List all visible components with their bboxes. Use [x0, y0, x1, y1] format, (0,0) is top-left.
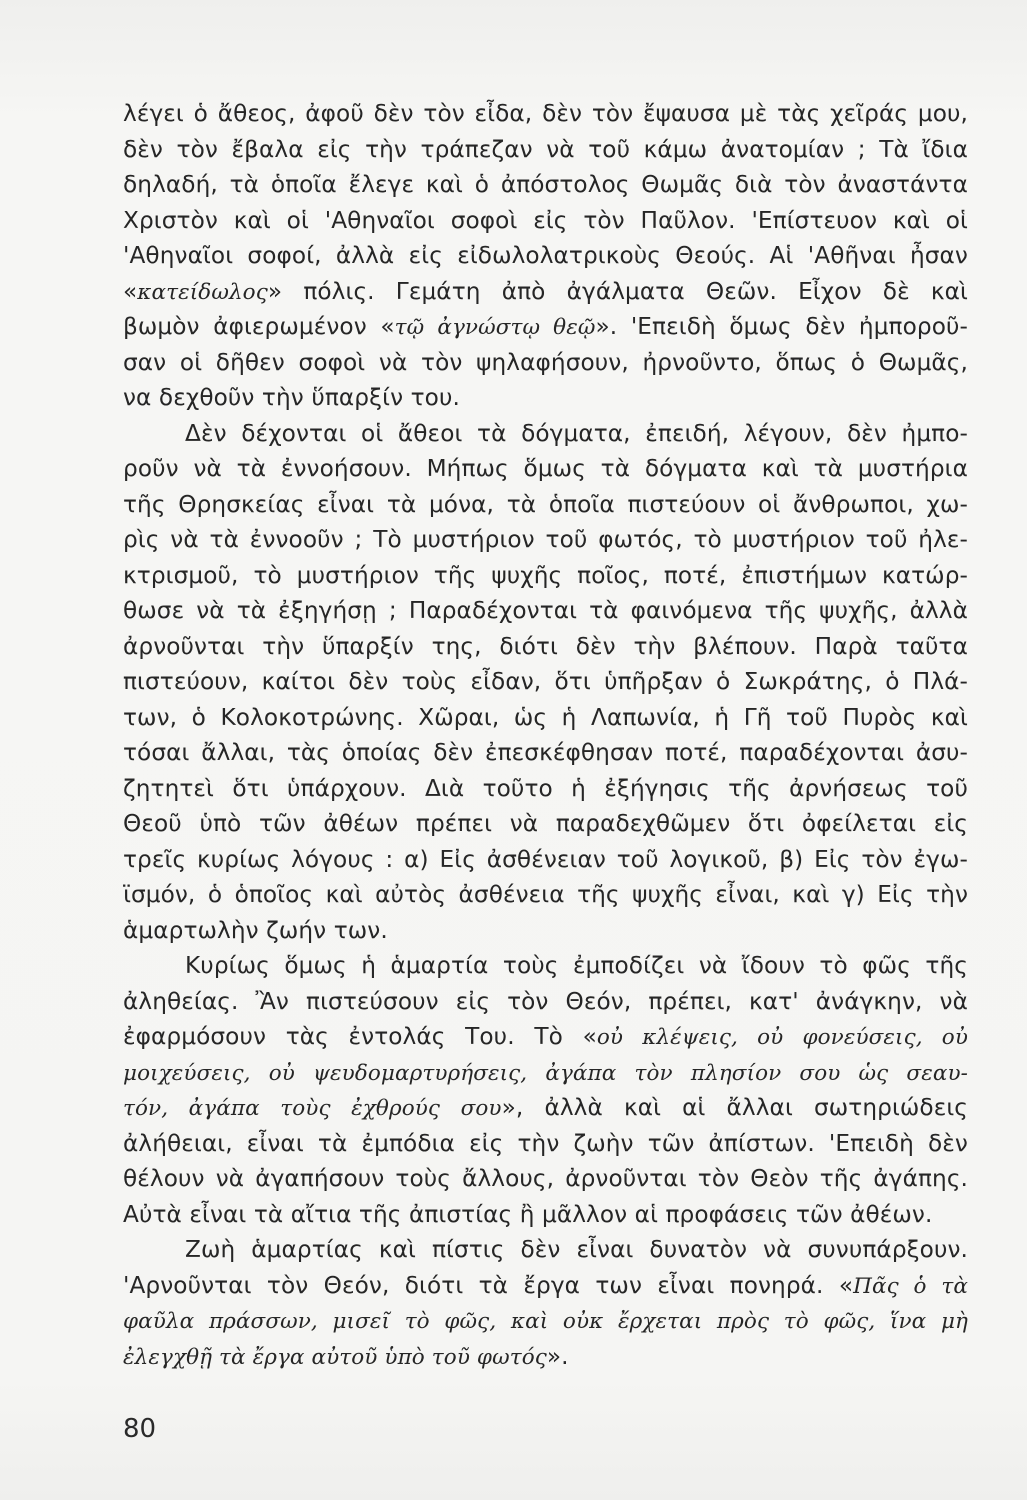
text-segment: », ἀλλὰ καὶ αἱ ἄλλαι σωτηριώδεις — [501, 1094, 968, 1121]
text-line: κτρισμοῦ, τὸ μυστήριον τῆς ψυχῆς ποῖος, ποτέ, ἐπιστήμων κατώρ- — [123, 561, 968, 589]
text-segment: ἐφαρμόσουν τὰς ἐντολάς Του. Τὸ « — [123, 1023, 597, 1050]
text-line: ζητητεὶ ὅτι ὑπάρχουν. Διὰ τοῦτο ἡ ἐξήγησις τῆς ἀρνήσεως τοῦ — [123, 774, 968, 802]
text-segment: ». — [546, 1342, 569, 1370]
text-line: λέγει ὁ ἄθεος, ἀφοῦ δὲν τὸν εἶδα, δὲν τὸν ἔψαυσα μὲ τὰς χεῖράς μου, — [123, 100, 968, 127]
text-line: να δεχθοῦν τὴν ὕπαρξίν του. — [123, 384, 460, 411]
italic-quote: φαῦλα πράσσων, μισεῖ τὸ φῶς, καὶ οὐκ ἔρχεται πρὸς τὸ φῶς, ἵνα μὴ — [123, 1309, 968, 1334]
text-segment: » πόλις. Γεμάτη ἀπὸ ἀγάλματα Θεῶν. Εἶχον δὲ καὶ — [267, 277, 968, 305]
text-line — [123, 1303, 968, 1339]
text-line — [123, 1090, 968, 1126]
italic-quote: τῷ ἀγνώστῳ θεῷ — [394, 315, 596, 340]
text-line: 'Αθηναῖοι σοφοί, ἀλλὰ εἰς εἰδωλολατρικοὺς Θεούς. Αἱ 'Αθῆναι ἦσαν — [123, 242, 968, 269]
text-line: τρεῖς κυρίως λόγους : α) Εἰς ἀσθένειαν τοῦ λογικοῦ, β) Εἰς τὸν ἐγω- — [123, 845, 968, 873]
text-line: ἀληθείας. Ἂν πιστεύσουν εἰς τὸν Θεόν, πρέπει, κατ' ἀνάγκην, νὰ — [123, 987, 968, 1015]
text-line: ρὶς νὰ τὰ ἐννοοῦν ; Τὸ μυστήριον τοῦ φωτός, τὸ μυστήριον τοῦ ἠλε- — [123, 526, 968, 553]
text-line — [123, 309, 968, 345]
text-line: δηλαδή, τὰ ὁποῖα ἔλεγε καὶ ὁ ἀπόστολος Θωμᾶς διὰ τὸν ἀναστάντα — [123, 171, 968, 198]
text-line: Αὐτὰ εἶναι τὰ αἴτια τῆς ἀπιστίας ἢ μᾶλλον αἱ προφάσεις τῶν ἀθέων. — [123, 1200, 933, 1228]
text-line — [123, 1268, 968, 1304]
italic-quote: μοιχεύσεις, οὐ ψευδομαρτυρήσεις, ἀγάπα τὸν πλησίον σου ὡς σεαυ- — [123, 1060, 968, 1086]
text-line: Δὲν δέχονται οἱ ἄθεοι τὰ δόγματα, ἐπειδή, λέγουν, δὲν ἠμπο- — [185, 419, 968, 447]
text-segment: « — [123, 277, 138, 305]
italic-quote: κατείδωλος — [137, 279, 268, 305]
text-segment: βωμὸν ἀφιερωμένον « — [123, 313, 395, 340]
text-line: Θεοῦ ὑπὸ τῶν ἀθέων πρέπει νὰ παραδεχθῶμεν ὅτι ὀφείλεται εἰς — [123, 810, 968, 837]
italic-quote: τόν, ἀγάπα τοὺς ἐχθρούς σου — [123, 1096, 502, 1121]
text-line — [123, 274, 968, 310]
text-segment: ». 'Επειδὴ ὅμως δὲν ἠμποροῦ- — [595, 313, 968, 340]
italic-quote: οὐ κλέψεις, οὐ φονεύσεις, οὐ — [596, 1025, 968, 1050]
text-line — [123, 1055, 968, 1091]
text-line — [123, 1339, 968, 1375]
text-line: Κυρίως ὅμως ἡ ἁμαρτία τοὺς ἐμποδίζει νὰ ἴδουν τὸ φῶς τῆς — [185, 952, 968, 979]
text-line: τῆς Θρησκείας εἶναι τὰ μόνα, τὰ ὁποῖα πιστεύουν οἱ ἄνθρωποι, χω- — [123, 490, 968, 518]
text-line: Χριστὸν καὶ οἱ 'Αθηναῖοι σοφοὶ εἰς τὸν Παῦλον. 'Επίστευον καὶ οἱ — [123, 206, 968, 234]
text-line: ἀρνοῦνται τὴν ὕπαρξίν της, διότι δὲν τὴν βλέπουν. Παρὰ ταῦτα — [123, 632, 968, 660]
text-line: Ζωὴ ἁμαρτίας καὶ πίστις δὲν εἶναι δυνατὸν νὰ συνυπάρξουν. — [185, 1236, 968, 1263]
text-line: δὲν τὸν ἔβαλα εἰς τὴν τράπεζαν νὰ τοῦ κάμω ἀνατομίαν ; Τὰ ἴδια — [123, 135, 968, 163]
text-line: πιστεύουν, καίτοι δὲν τοὺς εἶδαν, ὅτι ὑπῆρξαν ὁ Σωκράτης, ὁ Πλά- — [123, 668, 968, 695]
text-line: των, ὁ Κολοκοτρώνης. Χῶραι, ὡς ἡ Λαπωνία, ἡ Γῆ τοῦ Πυρὸς καὶ — [123, 703, 968, 731]
text-line: θέλουν νὰ ἀγαπήσουν τοὺς ἄλλους, ἀρνοῦνται τὸν Θεὸν τῆς ἀγάπης. — [123, 1165, 968, 1192]
text-line: ϊσμόν, ὁ ὁποῖος καὶ αὐτὸς ἀσθένεια τῆς ψυχῆς εἶναι, καὶ γ) Εἰς τὴν — [123, 881, 968, 908]
page-number: 80 — [123, 1414, 157, 1444]
text-segment: 'Αρνοῦνται τὸν Θεόν, διότι τὰ ἔργα των εἶναι πονηρά. « — [123, 1271, 854, 1299]
text-line — [123, 1019, 968, 1055]
text-line: τόσαι ἄλλαι, τὰς ὁποίας δὲν ἐπεσκέφθησαν ποτέ, παραδέχονται ἀσυ- — [123, 739, 968, 766]
italic-quote: Πᾶς ὁ τὰ — [853, 1273, 968, 1299]
text-line: σαν οἱ δῆθεν σοφοὶ νὰ τὸν ψηλαφήσουν, ἠρνοῦντο, ὅπως ὁ Θωμᾶς, — [123, 348, 968, 376]
body-text — [123, 96, 968, 1374]
text-line: ροῦν νὰ τὰ ἐννοήσουν. Μήπως ὅμως τὰ δόγματα καὶ τὰ μυστήρια — [123, 455, 968, 482]
italic-quote: ἐλεγχθῇ τὰ ἔργα αὐτοῦ ὑπὸ τοῦ φωτός — [123, 1344, 547, 1370]
text-line: ἁμαρτωλὴν ζωήν των. — [123, 916, 388, 944]
text-line: θωσε νὰ τὰ ἐξηγήσῃ ; Παραδέχονται τὰ φαινόμενα τῆς ψυχῆς, ἀλλὰ — [123, 597, 968, 624]
text-line: ἀλήθειαι, εἶναι τὰ ἐμπόδια εἰς τὴν ζωὴν τῶν ἀπίστων. 'Επειδὴ δὲν — [123, 1129, 968, 1157]
